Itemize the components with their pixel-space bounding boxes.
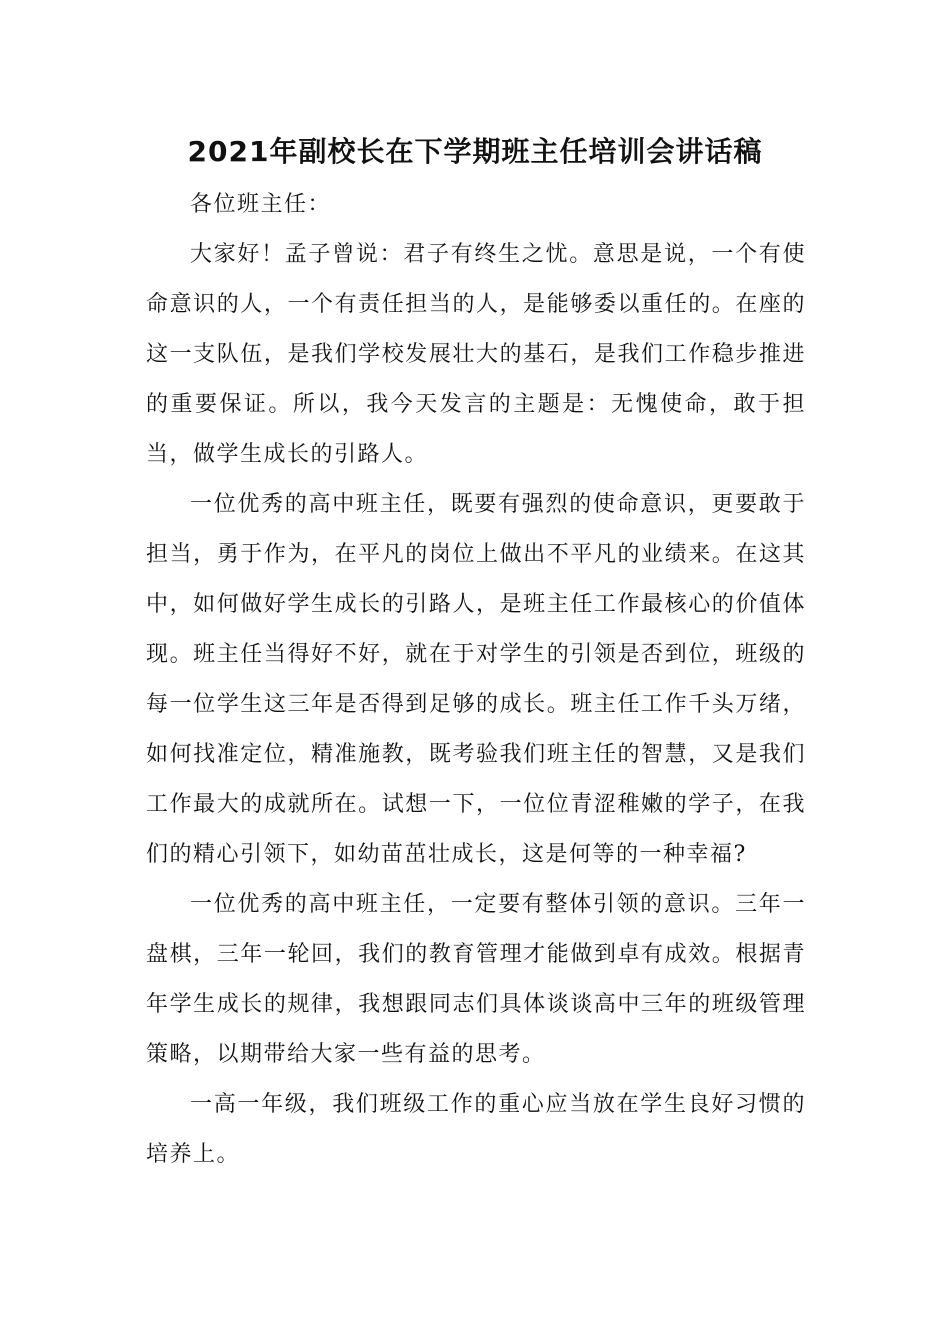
paragraph-opening: 大家好！孟子曾说：君子有终生之忧。意思是说，一个有使命意识的人，一个有责任担当的人，是能够委以重任的。在座的这一支队伍，是我们学校发展壮大的基石，是我们工作稳步推进的重要保证。所以，我今天发言的主题是：无愧使命，敢于担当，做学生成长的引路人。 <box>146 242 806 467</box>
paragraph-grade-one: 一高一年级，我们班级工作的重心应当放在学生良好习惯的培养上。 <box>146 1092 806 1167</box>
document-body <box>146 180 806 1180</box>
document-title: 2021年副校长在下学期班主任培训会讲话稿 <box>187 135 763 168</box>
paragraph-salutation: 各位班主任： <box>190 192 332 217</box>
paragraph-role-of-head-teacher: 一位优秀的高中班主任，既要有强烈的使命意识，更要敢于担当，勇于作为，在平凡的岗位上做出不平凡的业绩来。在这其中，如何做好学生成长的引路人，是班主任工作最核心的价值体现。班主任当得好不好，就在于对学生的引领是否到位，班级的每一位学生这三年是否得到足够的成长。班主任工作千头万绪，如何找准定位，精准施教，既考验我们班主任的智慧，又是我们工作最大的成就所在。试想一下，一位位青涩稚嫩的学子，在我们的精心引领下，如幼苗茁壮成长，这是何等的一种幸福? <box>146 492 806 867</box>
paragraph-overall-guidance: 一位优秀的高中班主任，一定要有整体引领的意识。三年一盘棋，三年一轮回，我们的教育管理才能做到卓有成效。根据青年学生成长的规律，我想跟同志们具体谈谈高中三年的班级管理策略，以期带给大家一些有益的思考。 <box>146 892 806 1067</box>
